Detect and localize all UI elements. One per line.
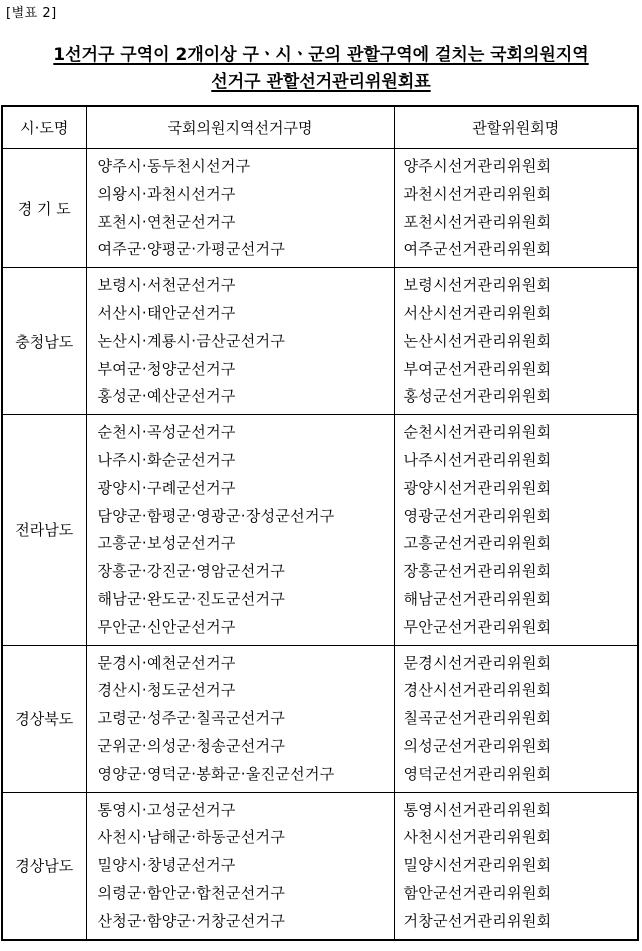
committee-name: 영광군선거관리위원회: [403, 506, 552, 525]
committee-name: 의성군선거관리위원회: [403, 736, 552, 755]
document-title-line-1: 1선거구 구역이 2개이상 구ㆍ시ㆍ군의 관할구역에 걸치는 국회의원지역: [53, 45, 589, 65]
header-district: 국회의원지역선거구명: [86, 106, 394, 149]
district-name: 나주시·화순군선거구: [97, 450, 236, 469]
district-name: 여주군·양평군·가평군선거구: [97, 240, 286, 259]
table-row: [2, 792, 638, 939]
district-name: 광양시·구례군선거구: [97, 478, 236, 497]
committee-name: 밀양시선거관리위원회: [403, 856, 552, 875]
committee-name: 고흥군선거관리위원회: [403, 534, 552, 553]
committee-name: 여주군선거관리위원회: [403, 240, 552, 259]
district-name: 서산시·태안군선거구: [97, 303, 236, 322]
table-row: [2, 645, 638, 792]
table-header-row: [2, 106, 638, 149]
table-row: [2, 415, 638, 645]
district-name: 보령시·서천군선거구: [97, 276, 236, 295]
district-name: 담양군·함평군·영광군·장성군선거구: [97, 506, 335, 525]
committee-list-cell: [394, 149, 638, 268]
district-name: 사천시·남해군·하동군선거구: [97, 828, 286, 847]
province-cell: 경상북도: [2, 645, 86, 792]
district-list-cell: [86, 149, 394, 268]
committee-name: 경산시선거관리위원회: [403, 681, 552, 700]
district-name: 순천시·곡성군선거구: [97, 423, 236, 442]
committee-list-cell: [394, 645, 638, 792]
district-name: 군위군·의성군·청송군선거구: [97, 736, 286, 755]
table-body: [2, 149, 638, 940]
header-province: 시·도명: [2, 106, 86, 149]
district-name: 의령군·함안군·합천군선거구: [97, 883, 286, 902]
district-list-cell: [86, 268, 394, 415]
district-name: 산청군·함양군·거창군선거구: [97, 911, 286, 930]
province-cell: 충청남도: [2, 268, 86, 415]
district-name: 홍성군·예산군선거구: [97, 387, 236, 406]
district-name: 포천시·연천군선거구: [97, 212, 236, 231]
committee-name: 거창군선거관리위원회: [403, 911, 552, 930]
district-name: 장흥군·강진군·영암군선거구: [97, 562, 286, 581]
district-name: 해남군·완도군·진도군선거구: [97, 589, 286, 608]
committee-list-cell: [394, 415, 638, 645]
committee-name: 장흥군선거관리위원회: [403, 562, 552, 581]
committee-name: 부여군선거관리위원회: [403, 359, 552, 378]
district-name: 부여군·청양군선거구: [97, 359, 236, 378]
committee-name: 나주시선거관리위원회: [403, 450, 552, 469]
committee-name: 홍성군선거관리위원회: [403, 387, 552, 406]
district-name: 밀양시·창녕군선거구: [97, 856, 236, 875]
committee-name: 사천시선거관리위원회: [403, 828, 552, 847]
district-list-cell: [86, 792, 394, 939]
district-name: 영양군·영덕군·봉화군·울진군선거구: [97, 764, 335, 783]
committee-name: 광양시선거관리위원회: [403, 478, 552, 497]
committee-name: 무안군선거관리위원회: [403, 617, 552, 636]
committee-name: 영덕군선거관리위원회: [403, 764, 552, 783]
header-committee: 관할위원회명: [394, 106, 638, 149]
district-name: 경산시·청도군선거구: [97, 681, 236, 700]
committee-table: [1, 105, 639, 941]
district-name: 의왕시·과천시선거구: [97, 184, 236, 203]
district-list-cell: [86, 645, 394, 792]
district-name: 무안군·신안군선거구: [97, 617, 236, 636]
table-row: [2, 149, 638, 268]
province-cell: 경 기 도: [2, 149, 86, 268]
annex-label: [별표 2]: [6, 6, 57, 21]
committee-list-cell: [394, 268, 638, 415]
district-name: 고흥군·보성군선거구: [97, 534, 236, 553]
committee-name: 서산시선거관리위원회: [403, 303, 552, 322]
committee-name: 과천시선거관리위원회: [403, 184, 552, 203]
district-name: 통영시·고성군선거구: [97, 800, 236, 819]
table-row: [2, 268, 638, 415]
district-name: 양주시·동두천시선거구: [97, 157, 251, 175]
province-cell: 전라남도: [2, 415, 86, 645]
committee-name: 통영시선거관리위원회: [403, 800, 552, 819]
committee-name: 문경시선거관리위원회: [403, 653, 552, 672]
district-name: 논산시·계룡시·금산군선거구: [97, 331, 286, 350]
committee-name: 포천시선거관리위원회: [403, 212, 552, 231]
committee-name: 해남군선거관리위원회: [403, 589, 552, 608]
district-name: 문경시·예천군선거구: [97, 653, 236, 672]
committee-name: 칠곡군선거관리위원회: [403, 709, 552, 728]
committee-name: 함안군선거관리위원회: [403, 883, 552, 902]
committee-list-cell: [394, 792, 638, 939]
committee-name: 양주시선거관리위원회: [403, 157, 552, 175]
province-cell: 경상남도: [2, 792, 86, 939]
committee-name: 보령시선거관리위원회: [403, 276, 552, 295]
district-name: 고령군·성주군·칠곡군선거구: [97, 709, 286, 728]
district-list-cell: [86, 415, 394, 645]
committee-name: 논산시선거관리위원회: [403, 331, 552, 350]
document-title-line-2: 선거구 관할선거관리위원회표: [211, 72, 431, 92]
committee-name: 순천시선거관리위원회: [403, 423, 552, 442]
